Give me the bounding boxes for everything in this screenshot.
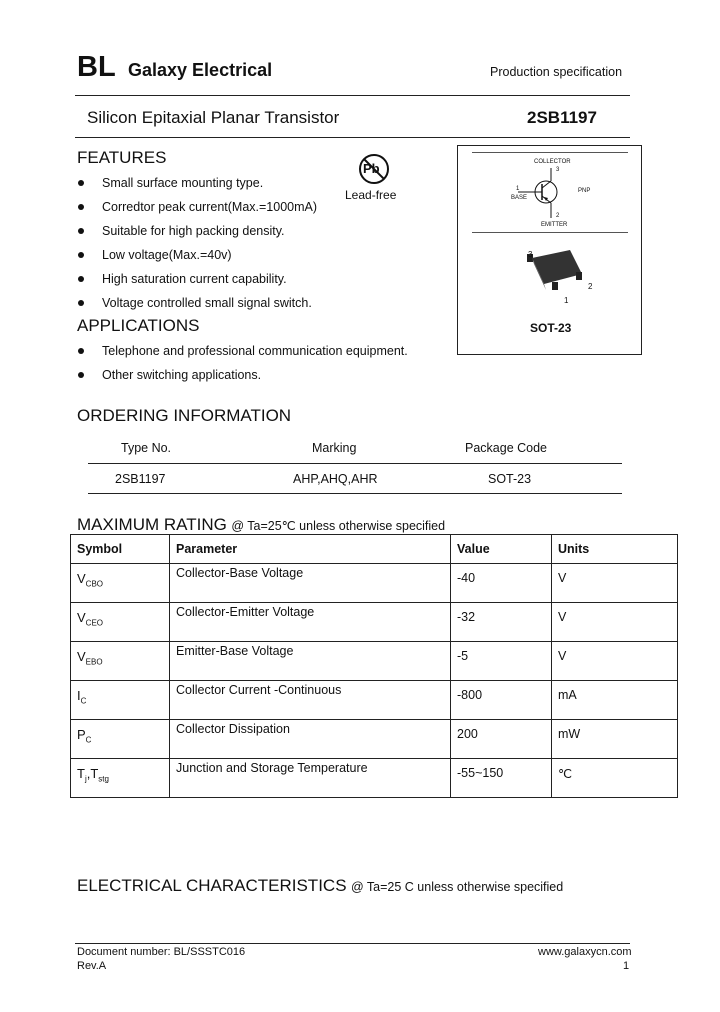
pnp-transistor-icon bbox=[518, 166, 568, 221]
pkg-pin3-label: 3 bbox=[528, 250, 533, 259]
header-symbol: Symbol bbox=[71, 535, 170, 564]
max-rating-title: MAXIMUM RATING bbox=[77, 515, 227, 534]
pin2-label: 2 bbox=[556, 213, 560, 219]
applications-title: APPLICATIONS bbox=[77, 316, 200, 335]
sot23-package-icon bbox=[522, 244, 602, 304]
bullet-icon bbox=[78, 372, 84, 378]
bullet-icon bbox=[78, 276, 84, 282]
feature-item: Voltage controlled small signal switch. bbox=[102, 296, 312, 310]
bullet-icon bbox=[78, 204, 84, 210]
symbol-cell: $T_j,T_{stg}$ bbox=[71, 759, 170, 798]
website: www.galaxycn.com bbox=[538, 946, 632, 958]
value-cell: -32 bbox=[451, 603, 552, 642]
pin1-label: 1 bbox=[516, 186, 520, 192]
emitter-label: EMITTER bbox=[541, 222, 568, 228]
bullet-icon bbox=[78, 228, 84, 234]
footer-divider bbox=[75, 943, 630, 944]
electrical-condition: @ Ta=25 C unless otherwise specified bbox=[350, 880, 564, 894]
base-label: BASE bbox=[511, 195, 528, 201]
header-value: Value bbox=[451, 535, 552, 564]
company-name: Galaxy Electrical bbox=[128, 60, 273, 80]
package-name: SOT-23 bbox=[530, 321, 572, 335]
part-number: 2SB1197 bbox=[527, 108, 597, 127]
ordering-package-value: SOT-23 bbox=[488, 472, 532, 486]
parameter-cell: Collector-Base Voltage bbox=[170, 564, 451, 603]
ordering-type-value: 2SB1197 bbox=[115, 472, 166, 486]
ordering-divider-bottom bbox=[88, 493, 622, 494]
spec-label: Production specification bbox=[490, 65, 623, 79]
bullet-icon bbox=[78, 348, 84, 354]
header-parameter: Parameter bbox=[170, 535, 451, 564]
symbol-cell: $I_C$ bbox=[71, 681, 170, 720]
collector-label: COLLECTOR bbox=[534, 159, 571, 165]
unit-cell: V bbox=[552, 642, 678, 681]
application-item: Telephone and professional communication equipment. bbox=[102, 344, 408, 358]
product-description: Silicon Epitaxial Planar Transistor bbox=[87, 108, 340, 127]
value-cell: -800 bbox=[451, 681, 552, 720]
table-row bbox=[71, 720, 678, 759]
unit-cell: mA bbox=[552, 681, 678, 720]
ordering-header-marking: Marking bbox=[312, 441, 357, 455]
title-divider bbox=[75, 137, 630, 138]
bullet-icon bbox=[78, 252, 84, 258]
lead-free-symbol: Pb bbox=[363, 161, 380, 176]
lead-free-label: Lead-free bbox=[345, 188, 397, 202]
table-header-row bbox=[71, 535, 678, 564]
max-rating-heading bbox=[77, 515, 445, 535]
ordering-header-type: Type No. bbox=[121, 441, 172, 455]
revision: Rev.A bbox=[77, 960, 107, 972]
parameter-cell: Collector-Emitter Voltage bbox=[170, 603, 451, 642]
feature-item: Low voltage(Max.=40v) bbox=[102, 248, 232, 262]
value-cell: 200 bbox=[451, 720, 552, 759]
parameter-cell: Emitter-Base Voltage bbox=[170, 642, 451, 681]
header-units: Units bbox=[552, 535, 678, 564]
ordering-title: ORDERING INFORMATION bbox=[77, 406, 292, 425]
parameter-cell: Junction and Storage Temperature bbox=[170, 759, 451, 798]
symbol-cell: $V_{EBO}$ bbox=[71, 642, 170, 681]
parameter-cell: Collector Current -Continuous bbox=[170, 681, 451, 720]
diagram-mid-rule bbox=[472, 232, 628, 233]
bullet-icon bbox=[78, 300, 84, 306]
max-rating-condition: @ Ta=25℃ unless otherwise specified bbox=[231, 519, 446, 533]
unit-cell: V bbox=[552, 603, 678, 642]
diagram-top-rule bbox=[472, 152, 628, 153]
ordering-divider-top bbox=[88, 463, 622, 464]
pin3-label: 3 bbox=[556, 167, 560, 173]
value-cell: -40 bbox=[451, 564, 552, 603]
unit-cell: ℃ bbox=[552, 759, 678, 798]
features-title: FEATURES bbox=[77, 148, 167, 167]
table-row bbox=[71, 603, 678, 642]
parameter-cell: Collector Dissipation bbox=[170, 720, 451, 759]
max-rating-table bbox=[70, 534, 678, 798]
unit-cell: V bbox=[552, 564, 678, 603]
document-number: Document number: BL/SSSTC016 bbox=[77, 946, 246, 958]
feature-item: Corredtor peak current(Max.=1000mA) bbox=[102, 200, 318, 214]
feature-item: High saturation current capability. bbox=[102, 272, 287, 286]
pnp-label: PNP bbox=[578, 188, 591, 194]
electrical-heading bbox=[77, 876, 563, 896]
company-logo: BL bbox=[77, 51, 116, 83]
feature-item: Suitable for high packing density. bbox=[102, 224, 285, 238]
feature-item: Small surface mounting type. bbox=[102, 176, 264, 190]
table-row bbox=[71, 564, 678, 603]
value-cell: -5 bbox=[451, 642, 552, 681]
table-row bbox=[71, 681, 678, 720]
symbol-cell: $V_{CBO}$ bbox=[71, 564, 170, 603]
symbol-cell: $V_{CEO}$ bbox=[71, 603, 170, 642]
pkg-pin1-label: 1 bbox=[564, 296, 569, 305]
value-cell: -55~150 bbox=[451, 759, 552, 798]
table-row bbox=[71, 759, 678, 798]
electrical-title: ELECTRICAL CHARACTERISTICS bbox=[77, 876, 347, 895]
page-number: 1 bbox=[623, 960, 630, 972]
header-divider bbox=[75, 95, 630, 96]
unit-cell: mW bbox=[552, 720, 678, 759]
ordering-header-package: Package Code bbox=[465, 441, 548, 455]
application-item: Other switching applications. bbox=[102, 368, 262, 382]
ordering-marking-value: AHP,AHQ,AHR bbox=[293, 472, 378, 486]
table-row bbox=[71, 642, 678, 681]
bullet-icon bbox=[78, 180, 84, 186]
symbol-cell: $P_C$ bbox=[71, 720, 170, 759]
pkg-pin2-label: 2 bbox=[588, 282, 593, 291]
package-diagram-box bbox=[457, 145, 642, 355]
